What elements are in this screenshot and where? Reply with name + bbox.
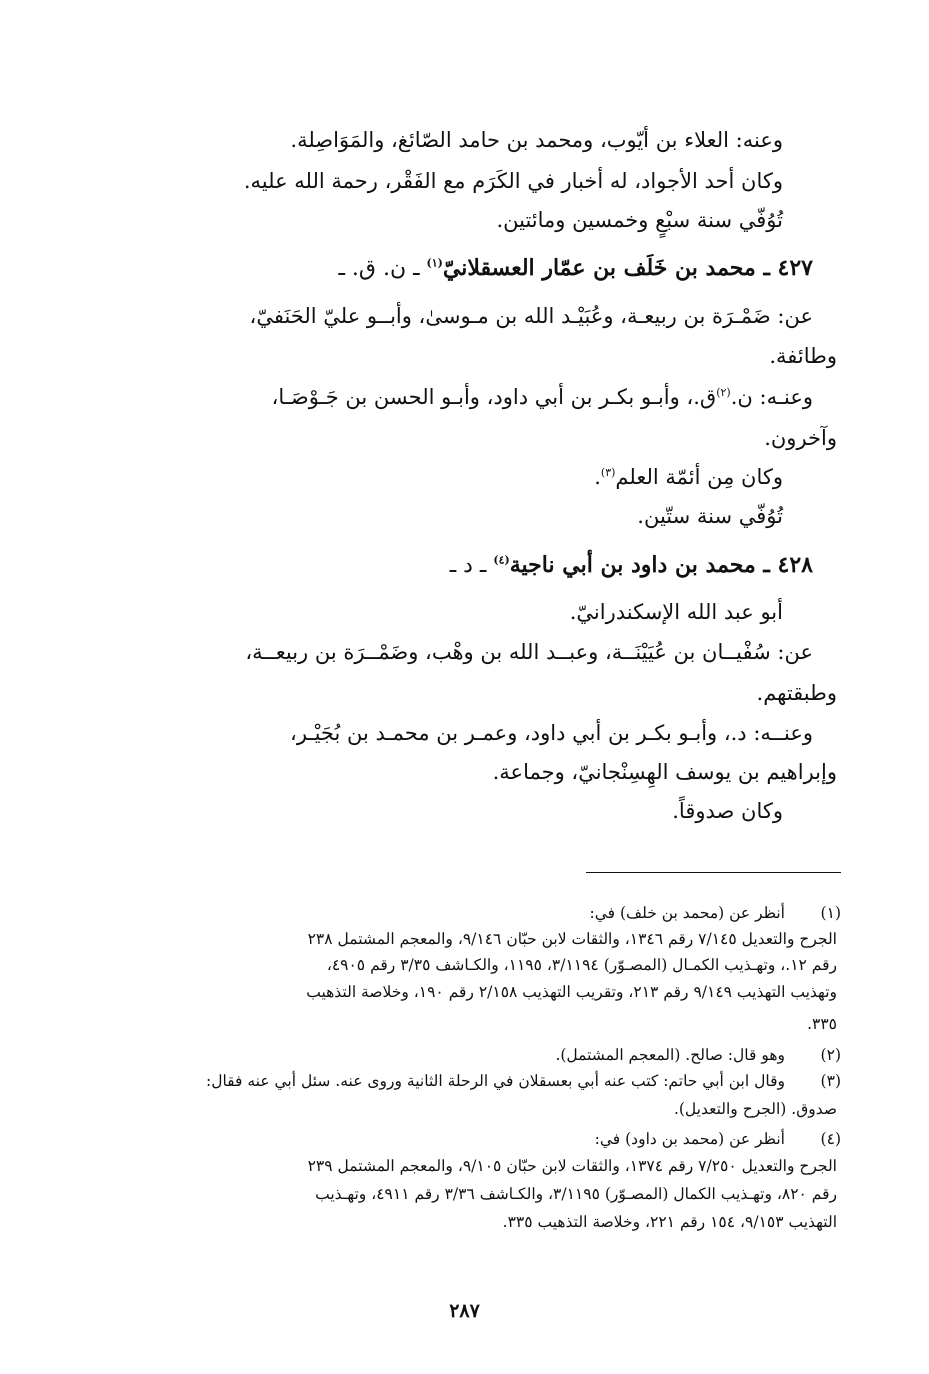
footnote-2-number: (٢)	[820, 1046, 841, 1064]
footnote-3-line-1: وقال ابن أبي حاتم: كتب عنه أبي بعسقلان في الرحلة الثانية وروى عنه. سئل أبي عنه فقال:	[205, 1072, 785, 1090]
body-line-5: عن: ضَمْـرَة بن ربيعـة، وعُبَيْـد الله بن مـوسىٰ، وأبــو عليّ الحَنَفيّ،	[249, 304, 813, 328]
footnote-ref-1: (١)	[426, 256, 443, 270]
body-line-17: وكان صدوقاً.	[672, 799, 783, 823]
entry-428-title: ٤٢٨ ـ محمد بن داود بن أبي ناجية	[509, 552, 813, 578]
body-line-14: وطبقتهم.	[756, 681, 837, 705]
entry-428-symbols: ـ د ـ	[449, 553, 494, 578]
body-line-8: وآخرون.	[764, 426, 837, 450]
footnote-1-line-2: الجرح والتعديل ٧/١٤٥ رقم ١٣٤٦، والثقات لابن حبّان ٩/١٤٦، والمعجم المشتمل ٢٣٨	[307, 930, 837, 948]
body-line-7-start: وعنـه: ن.	[730, 385, 813, 409]
body-line-15: وعنــه: د.، وأبـو بكـر بن أبي داود، وعمـر بن محمـد بن بُجَيْـر،	[290, 721, 813, 745]
footnote-1-number: (١)	[820, 904, 841, 922]
footnote-ref-3: (٣)	[600, 466, 616, 479]
footnote-1-line-4: وتهذيب التهذيب ٩/١٤٩ رقم ٢١٣، وتقريب التهذيب ٢/١٥٨ رقم ١٩٠، وخلاصة التذهيب	[306, 983, 837, 1001]
footnote-4-line-4: التهذيب ٩/١٥٣، ١٥٤ رقم ٢٢١، وخلاصة التذهيب ٣٣٥.	[502, 1213, 837, 1231]
entry-428-heading	[450, 550, 813, 581]
entry-427-title: ٤٢٧ ـ محمد بن خَلَف بن عمّار العسقلانيّ	[442, 255, 813, 281]
body-line-3: تُوُفّي سنة سبْعٍ وخمسين ومائتين.	[496, 208, 783, 232]
page-number: ٢٨٧	[449, 1300, 480, 1322]
body-line-6: وطائفة.	[769, 344, 837, 368]
body-line-7-end: ق.، وأبـو بكـر بن أبي داود، وأبـو الحسن بن جَـوْصَـا،	[271, 385, 717, 409]
entry-427-heading	[338, 253, 813, 284]
body-line-2: وكان أحد الأجواد، له أخبار في الكَرَم مع الفَقْر، رحمة الله عليه.	[243, 169, 783, 193]
footnote-1-line-3: رقم ١٢.، وتهـذيب الكمـال (المصـوّر) ٣/١١٩٤، ١١٩٥، والكـاشف ٣/٣٥ رقم ٤٩٠٥،	[326, 956, 837, 974]
footnote-4-number: (٤)	[820, 1130, 841, 1148]
footnote-3-line-2: صدوق. (الجرح والتعديل).	[673, 1100, 837, 1118]
footnote-ref-4: (٤)	[493, 553, 510, 567]
body-line-10: تُوُفّي سنة ستّين.	[637, 504, 783, 528]
footnote-4-line-3: رقم ٨٢٠، وتهـذيب الكمال (المصـوّر) ٣/١١٩٥، والكـاشف ٣/٣٦ رقم ٤٩١١، وتهـذيب	[315, 1185, 837, 1203]
footnote-4-line-1: أنظر عن (محمد بن داود) في:	[594, 1130, 785, 1148]
body-line-13: عن: سُفْيــان بن عُيَيْنَــة، وعبــد الله بن وهْب، وضَمْــرَة بن ربيعــة،	[245, 640, 813, 664]
footnote-1-line-5: ٣٣٥.	[807, 1015, 837, 1033]
body-line-9	[594, 462, 783, 492]
body-line-9-end: .	[594, 465, 601, 489]
footnote-3-number: (٣)	[820, 1072, 841, 1090]
footnote-ref-2: (٢)	[716, 386, 731, 399]
footnote-1-line-1: أنظر عن (محمد بن خلف) في:	[589, 904, 785, 922]
entry-427-symbols: ـ ن. ق. ـ	[338, 256, 427, 281]
body-line-1: وعنه: العلاء بن أيّوب، ومحمد بن حامد الصّائغ، والمَوَاصِلة.	[290, 128, 783, 152]
footnote-4-line-2: الجرح والتعديل ٧/٢٥٠ رقم ١٣٧٤، والثقات لابن حبّان ٩/١٠٥، والمعجم المشتمل ٢٣٩	[307, 1157, 837, 1175]
body-line-12: أبو عبد الله الإسكندرانيّ.	[569, 600, 783, 624]
body-line-9-text: وكان مِن أئمّة العلم	[615, 465, 783, 489]
footnote-2-line-1: وهو قال: صالح. (المعجم المشتمل).	[555, 1046, 785, 1064]
body-line-7	[272, 382, 813, 412]
body-line-16: وإبراهيم بن يوسف الهِسِنْجانيّ، وجماعة.	[492, 760, 837, 784]
footnote-separator	[586, 872, 841, 873]
